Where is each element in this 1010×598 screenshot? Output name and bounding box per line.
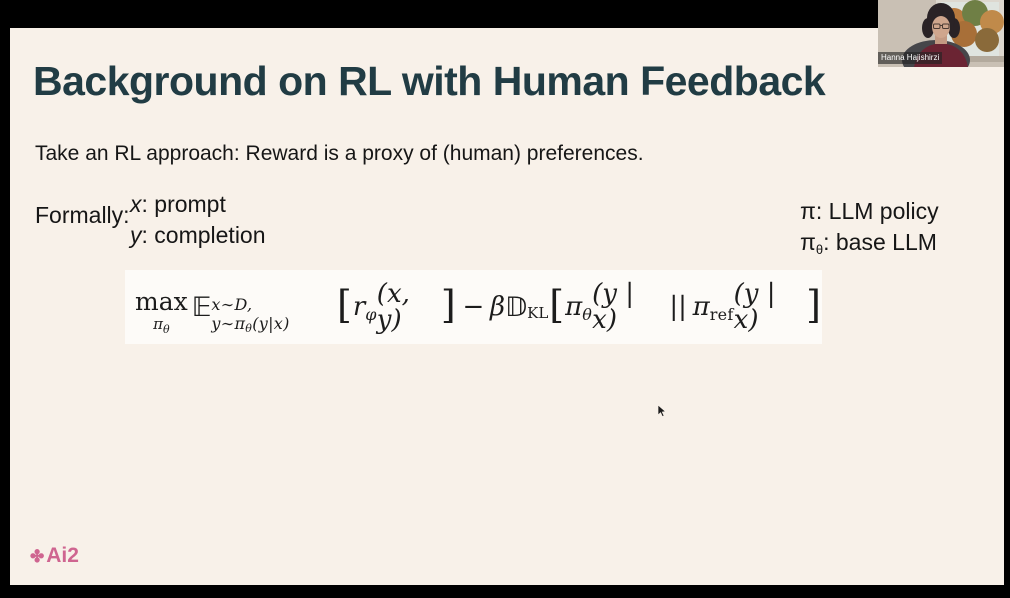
policy-definitions [800,196,939,261]
pi-theta-args: (y | x) [592,279,635,335]
policy-def-pi-theta: πθ: base LLM [800,229,937,257]
pi-theta-subscript: θ [582,304,593,324]
pi-ref-subscript: ref [709,304,734,324]
ai2-flower-icon: ✤ [30,547,45,566]
slide-title: Background on RL with Human Feedback [33,58,826,104]
formally-label: Formally: [35,202,130,228]
expectation-symbol: 𝔼 [191,291,212,323]
variable-definitions [130,189,266,251]
parallel-divider: || [669,292,687,322]
reward-args: (x, y) [376,279,410,335]
open-bracket-2: [ [549,283,565,327]
variable-def-y: y: completion [130,222,266,248]
rlhf-objective-formula [125,270,822,344]
ai2-logo [30,544,79,568]
open-bracket: [ [337,283,352,327]
close-bracket-2: ] [806,283,821,327]
webcam-tile[interactable] [878,0,1004,67]
formula-row [135,279,822,336]
max-operator: max $\pi_\theta$ [135,287,188,336]
reward-function: r [352,292,366,322]
pi-theta: π [565,292,583,322]
cursor-icon [657,405,668,418]
beta-coefficient: β [489,292,506,322]
presentation-slide [10,28,1004,585]
intro-text: Take an RL approach: Reward is a proxy of (human) preferences. [35,142,644,165]
expectation-subscript: x∼D, y∼πθ(y|x) [211,295,290,335]
variable-def-x: x: prompt [130,191,226,217]
pi-ref: π [692,292,710,322]
pi-ref-args: (y | x) [733,279,776,335]
kl-subscript: KL [527,304,549,322]
policy-def-pi: π: LLM policy [800,198,939,224]
close-bracket: ] [440,283,456,327]
kl-divergence-symbol: 𝔻 [505,291,528,323]
reward-subscript: φ [365,304,377,324]
ai2-logo-text: Ai2 [46,544,79,567]
minus-sign: − [462,292,485,322]
participant-name-label: Hanna Hajishirzi [878,52,942,64]
